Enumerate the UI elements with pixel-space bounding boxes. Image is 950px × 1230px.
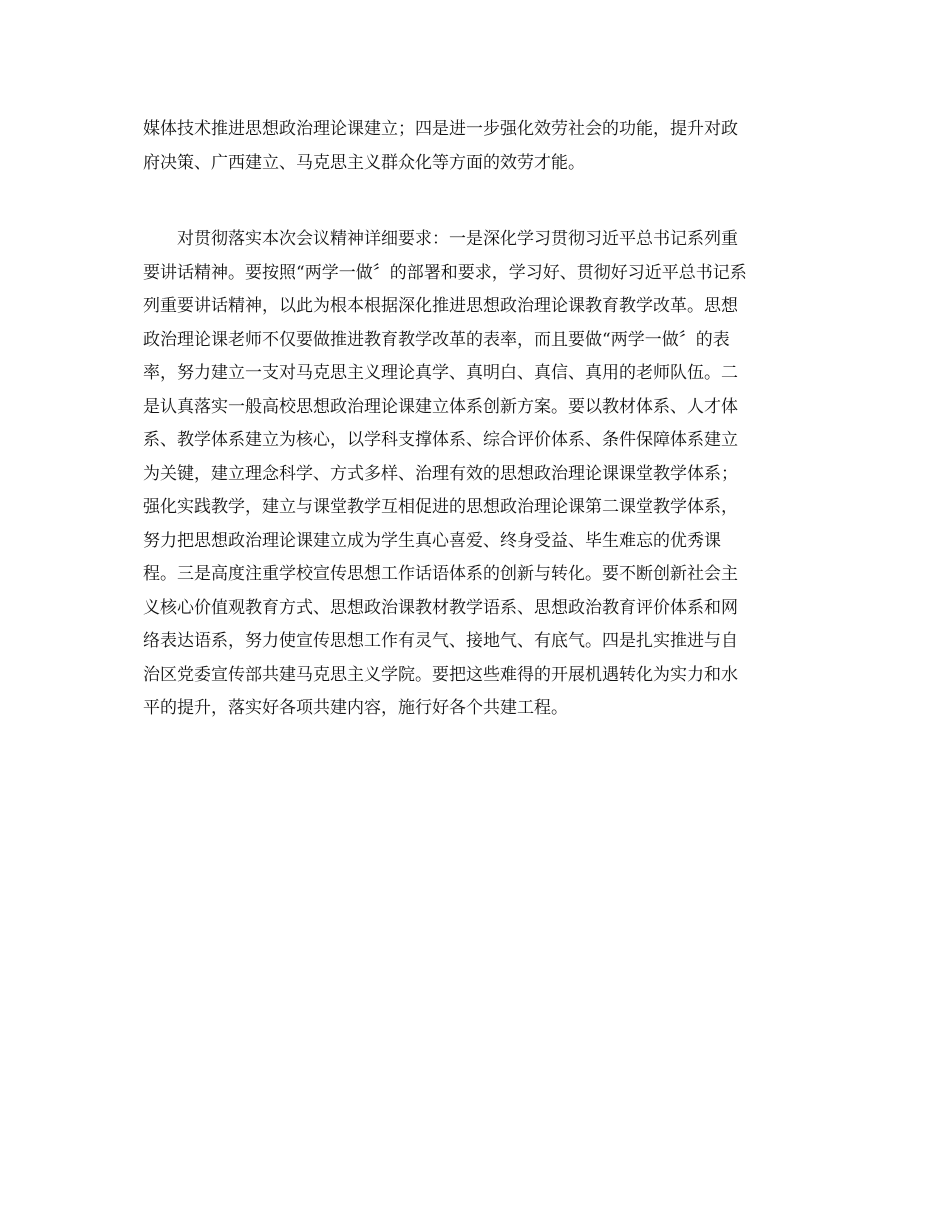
text-line: 强化实践教学，建立与课堂教学互相促进的思想政治理论课第二课堂教学体系， bbox=[143, 497, 738, 517]
text-line: 程。三是高度注重学校宣传思想工作话语体系的创新与转化。要不断创新社会主 bbox=[143, 564, 738, 584]
text-line: 媒体技术推进思想政治理论课建立；四是进一步强化效劳社会的功能，提升对政 bbox=[143, 119, 738, 139]
paragraph-1 bbox=[143, 113, 808, 180]
text-line: 治区党委宣传部共建马克思主义学院。要把这些难得的开展机遇转化为实力和水 bbox=[143, 664, 738, 685]
text-line: 列重要讲话精神，以此为根本根据深化推进思想政治理论课教育教学改革。思想 bbox=[143, 296, 738, 316]
text-line: 系、教学体系建立为核心，以学科支撑体系、综合评价体系、条件保障体系建立 bbox=[143, 430, 738, 450]
text-line: 义核心价值观教育方式、思想政治课教材教学语系、思想政治教育评价体系和网 bbox=[143, 597, 738, 618]
text-line: 努力把思想政治理论课建立成为学生真心喜爱、终身受益、毕生难忘的优秀课 bbox=[143, 530, 721, 551]
text-line: 为关键，建立理念科学、方式多样、治理有效的思想政治理论课课堂教学体系； bbox=[143, 463, 738, 484]
paragraph-2 bbox=[143, 223, 808, 726]
text-line: 络表达语系，努力使宣传思想工作有灵气、接地气、有底气。四是扎实推进与自 bbox=[143, 631, 738, 651]
text-line: 平的提升，落实好各项共建内容，施行好各个共建工程。 bbox=[143, 698, 568, 718]
text-line: 率，努力建立一支对马克思主义理论真学、真明白、真信、真用的老师队伍。二 bbox=[143, 363, 738, 383]
text-line: 要讲话精神。要按照“两学一做〞的部署和要求，学习好、贯彻好习近平总书记系 bbox=[143, 262, 747, 283]
text-line: 对贯彻落实本次会议精神详细要求：一是深化学习贯彻习近平总书记系列重 bbox=[143, 229, 738, 249]
text-line: 政治理论课老师不仅要做推进教育教学改革的表率，而且要做“两学一做〞的表 bbox=[143, 329, 730, 350]
text-line: 府决策、广西建立、马克思主义群众化等方面的效劳才能。 bbox=[143, 152, 585, 173]
text-line: 是认真落实一般高校思想政治理论课建立体系创新方案。要以教材体系、人才体 bbox=[143, 396, 738, 417]
